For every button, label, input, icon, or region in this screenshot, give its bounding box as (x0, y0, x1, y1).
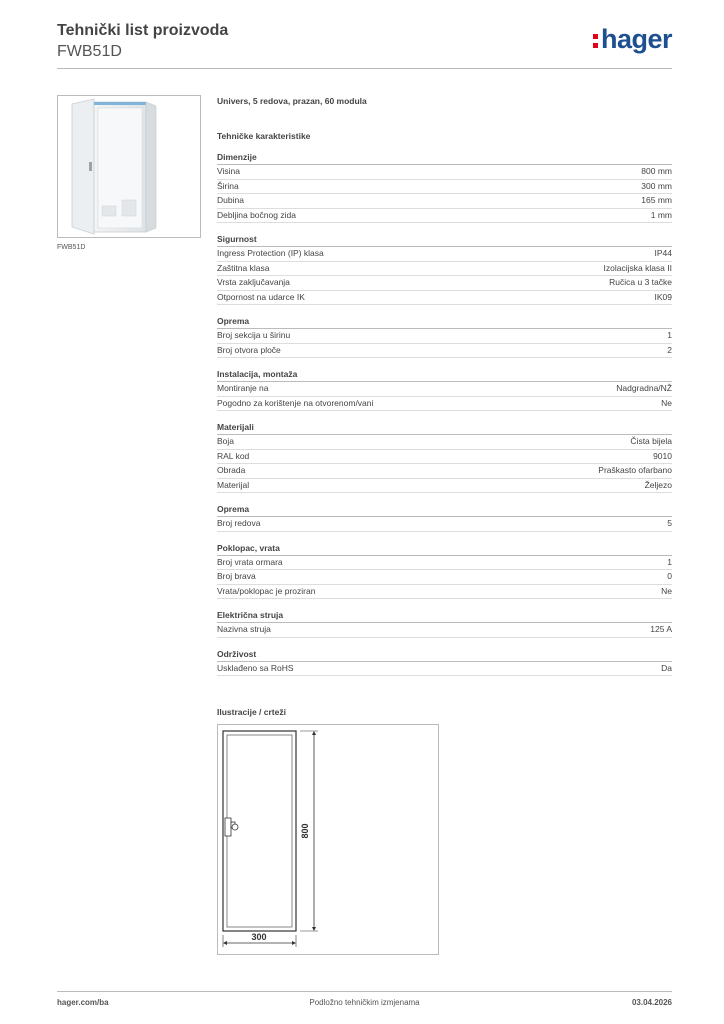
section-title: Instalacija, montaža (217, 368, 672, 382)
spec-label: Dubina (217, 195, 244, 205)
spec-section (217, 609, 672, 638)
spec-value: 1 mm (650, 209, 672, 220)
spec-section (217, 542, 672, 600)
spec-row (217, 585, 672, 600)
spec-value: 5 (667, 518, 672, 528)
spec-value: 300 mm (641, 180, 672, 191)
spec-value: 2 (667, 344, 672, 355)
spec-row (217, 180, 672, 195)
section-title: Oprema (217, 503, 672, 517)
spec-section (217, 233, 672, 305)
spec-row (217, 556, 672, 571)
spec-label: Broj vrata ormara (217, 556, 283, 567)
spec-value: Da (661, 662, 672, 673)
width-dimension-label: 300 (251, 932, 267, 942)
spec-label: RAL kod (217, 450, 250, 461)
section-title: Dimenzije (217, 151, 672, 165)
spec-value: IP44 (654, 248, 672, 258)
spec-row (217, 344, 672, 359)
spec-row (217, 291, 672, 306)
spec-row (217, 435, 672, 450)
spec-value: Ne (661, 397, 672, 408)
spec-row (217, 662, 672, 677)
spec-row (217, 464, 672, 479)
spec-value: 165 mm (641, 195, 672, 205)
spec-value: 9010 (653, 450, 672, 461)
spec-value: 1 (667, 556, 672, 567)
spec-section (217, 315, 672, 358)
thumbnail-caption: FWB51D (57, 244, 86, 251)
spec-label: Pogodno za korištenje na otvorenom/vani (217, 397, 374, 408)
spec-value: IK09 (654, 291, 672, 302)
spec-label: Vrsta zaključavanja (217, 277, 290, 287)
spec-label: Materijal (217, 479, 250, 490)
dimension-drawing (217, 724, 439, 955)
spec-value: Čista bijela (630, 436, 672, 446)
spec-sheet (217, 96, 672, 676)
footer-notice: Podložno tehničkim izmjenama (309, 998, 420, 1007)
spec-label: Debljina bočnog zida (217, 209, 296, 220)
illustration-title: Ilustracije / crteži (217, 707, 286, 717)
spec-label: Broj brava (217, 571, 256, 581)
spec-label: Otpornost na udarce IK (217, 291, 305, 302)
logo-text: hager (600, 24, 672, 54)
product-code: FWB51D (57, 43, 122, 60)
spec-value: Praškasto ofarbano (598, 465, 672, 475)
spec-row (217, 450, 672, 465)
spec-section (217, 648, 672, 677)
page-title: Tehnički list proizvoda (57, 22, 229, 39)
spec-row (217, 209, 672, 224)
spec-label: Boja (217, 436, 235, 446)
spec-row (217, 329, 672, 344)
spec-row (217, 165, 672, 180)
spec-value: Nadgradna/NŽ (616, 383, 672, 393)
spec-section (217, 421, 672, 493)
header-divider (57, 68, 672, 69)
spec-value: Izolacijska klasa II (603, 262, 672, 273)
spec-label: Obrada (217, 465, 246, 475)
spec-section (217, 503, 672, 532)
spec-value: 0 (667, 571, 672, 581)
section-title: Materijali (217, 421, 672, 435)
spec-row (217, 382, 672, 397)
spec-value: Željezo (644, 479, 672, 490)
spec-label: Broj otvora ploče (217, 344, 281, 355)
spec-label: Broj redova (217, 518, 261, 528)
section-title: Električna struja (217, 609, 672, 623)
cabinet-drawing (218, 725, 438, 954)
cabinet-photo-icon (58, 96, 200, 237)
spec-row (217, 247, 672, 262)
spec-value: 125 A (650, 624, 672, 634)
footer-website-link[interactable]: hager.com/ba (57, 998, 109, 1007)
spec-sections (217, 151, 672, 676)
spec-label: Usklađeno sa RoHS (217, 662, 294, 673)
logo-dots-icon (593, 26, 599, 52)
spec-row (217, 194, 672, 209)
page-header (57, 22, 672, 68)
spec-label: Širina (217, 180, 239, 191)
section-title: Oprema (217, 315, 672, 329)
spec-value: 1 (667, 330, 672, 340)
spec-section (217, 151, 672, 223)
spec-label: Montiranje na (217, 383, 269, 393)
spec-section (217, 368, 672, 411)
product-description: Univers, 5 redova, prazan, 60 modula (217, 96, 367, 106)
height-dimension-label: 800 (300, 823, 310, 839)
section-title: Sigurnost (217, 233, 672, 247)
product-thumbnail (57, 95, 201, 238)
spec-row (217, 570, 672, 585)
spec-row (217, 517, 672, 532)
spec-row (217, 276, 672, 291)
spec-label: Vrata/poklopac je proziran (217, 585, 316, 596)
spec-row (217, 397, 672, 412)
spec-value: Ne (661, 585, 672, 596)
footer-divider (57, 991, 672, 992)
hager-logo (593, 26, 672, 53)
spec-label: Zaštitna klasa (217, 262, 270, 273)
spec-row (217, 623, 672, 638)
spec-row (217, 479, 672, 494)
section-title: Poklopac, vrata (217, 542, 672, 556)
spec-label: Broj sekcija u širinu (217, 330, 291, 340)
spec-row (217, 262, 672, 277)
section-title: Održivost (217, 648, 672, 662)
spec-label: Visina (217, 166, 240, 176)
spec-value: 800 mm (641, 166, 672, 176)
specs-heading: Tehničke karakteristike (217, 131, 311, 141)
spec-value: Ručica u 3 tačke (609, 277, 672, 287)
spec-label: Nazivna struja (217, 624, 271, 634)
footer-date: 03.04.2026 (631, 998, 672, 1007)
spec-label: Ingress Protection (IP) klasa (217, 248, 324, 258)
